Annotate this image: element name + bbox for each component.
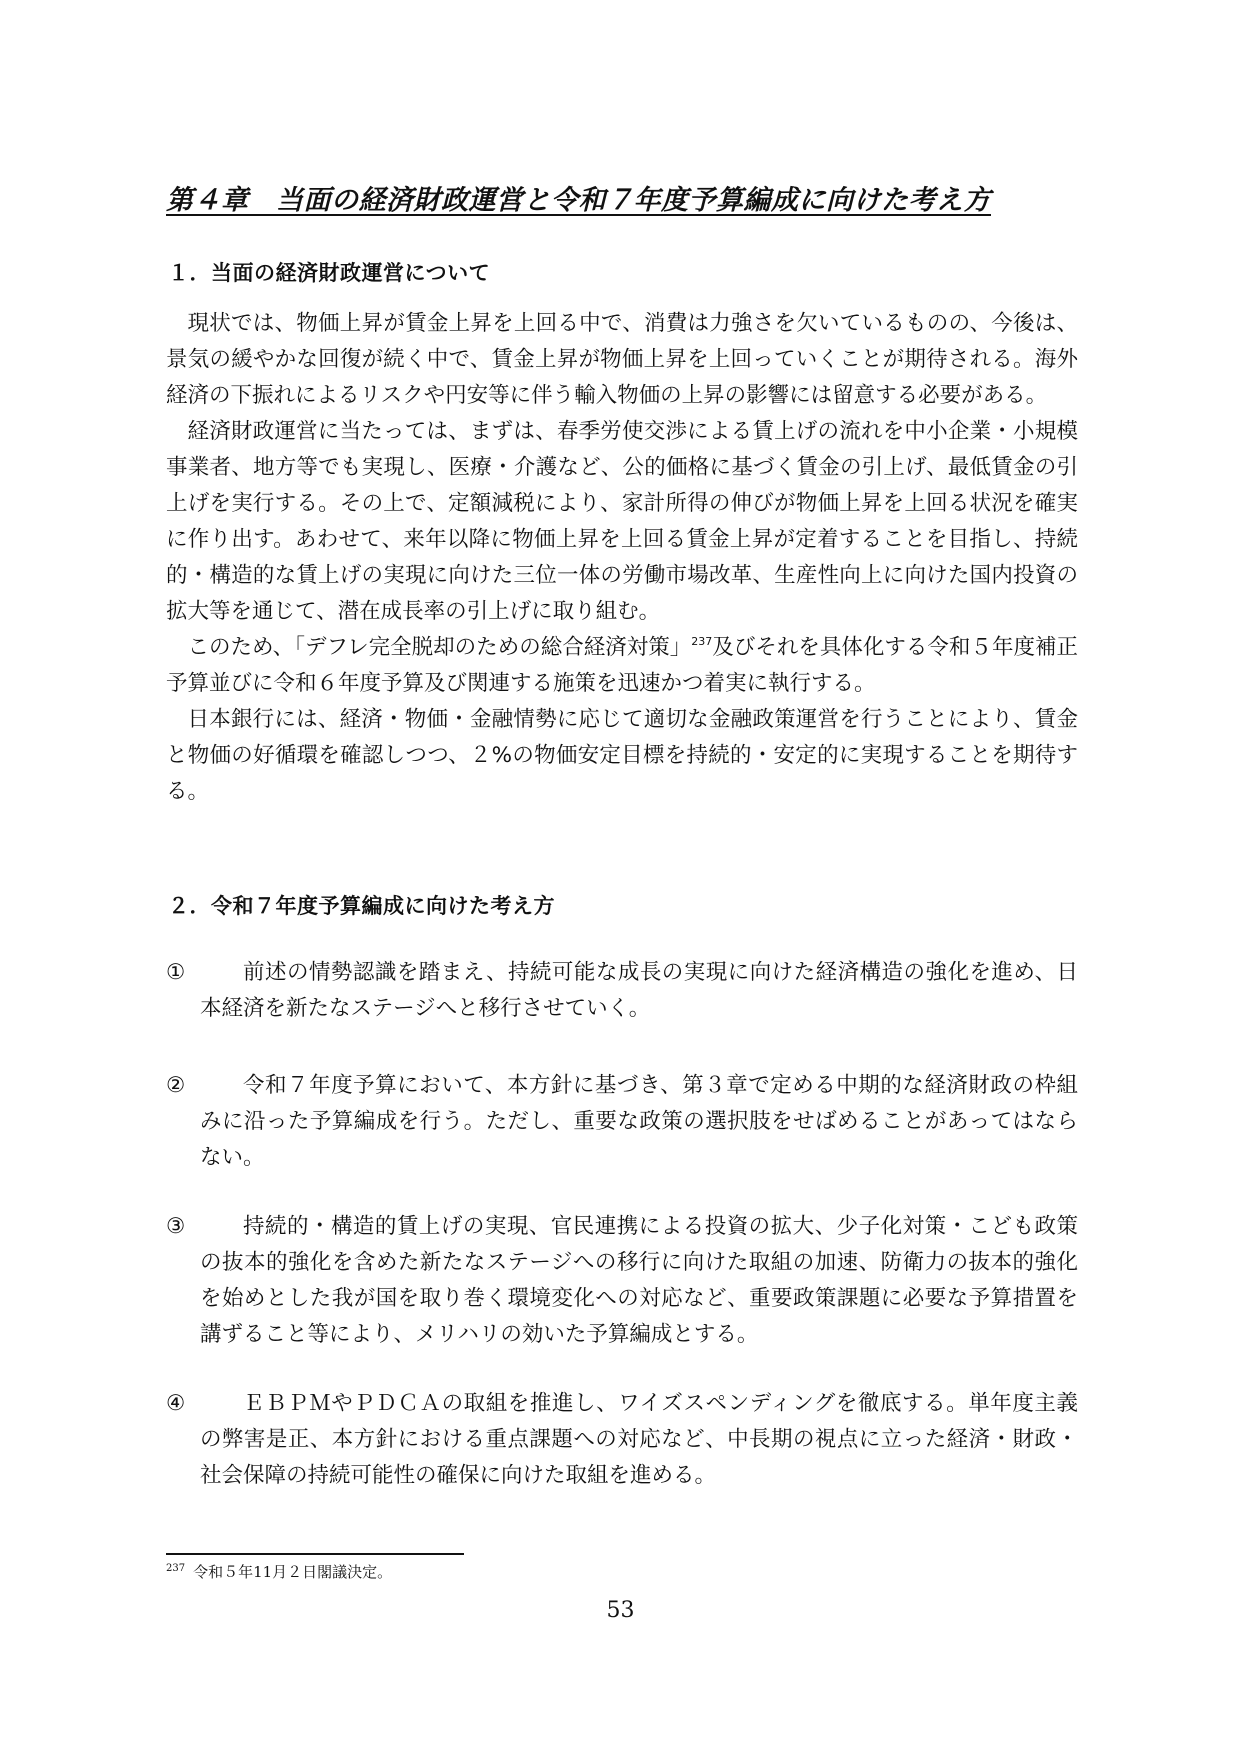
paragraph-text: 及びそれを具体化する令和５年度補正予算並びに令和６年度予算及び関連する施策を迅速かつ着実に執行する。	[166, 635, 1078, 696]
numbered-item	[166, 1068, 1078, 1176]
item-text: 前述の情勢認識を踏まえ、持続可能な成長の実現に向けた経済構造の強化を進め、日本経済を新たなステージへと移行させていく。	[200, 960, 1078, 1021]
paragraph-text: このため、「デフレ完全脱却のための総合経済対策」	[187, 635, 692, 660]
numbered-item	[166, 955, 1078, 1027]
footnote-divider	[166, 1553, 464, 1555]
item-marker: ④	[166, 1391, 186, 1416]
footnote-text: 令和５年11月２日閣議決定。	[193, 1563, 393, 1581]
section-heading-2: ２．令和７年度予算編成に向けた考え方	[168, 894, 555, 918]
page-number: 53	[606, 1598, 635, 1623]
section-heading-1: １．当面の経済財政運営について	[168, 261, 491, 285]
paragraph	[166, 630, 1078, 702]
footnote-reference[interactable]: 237	[691, 635, 713, 648]
item-marker: ①	[166, 960, 186, 985]
paragraph: 現状では、物価上昇が賃金上昇を上回る中で、消費は力強さを欠いているものの、今後は、景気の緩やかな回復が続く中で、賃金上昇が物価上昇を上回っていくことが期待される。海外経済の下振れによるリスクや円安等に伴う輸入物価の上昇の影響には留意する必要がある。	[166, 311, 1078, 408]
item-text: 持続的・構造的賃上げの実現、官民連携による投資の拡大、少子化対策・こども政策の抜本的強化を含めた新たなステージへの移行に向けた取組の加速、防衛力の抜本的強化を始めとした我が国を取り巻く環境変化への対応など、重要政策課題に必要な予算措置を講ずること等により、メリハリの効いた予算編成とする。	[200, 1214, 1078, 1347]
chapter-title: 第４章 当面の経済財政運営と令和７年度予算編成に向けた考え方	[166, 185, 991, 216]
paragraph: 経済財政運営に当たっては、まずは、春季労使交渉による賃上げの流れを中小企業・小規模事業者、地方等でも実現し、医療・介護など、公的価格に基づく賃金の引上げ、最低賃金の引上げを実行する。その上で、定額減税により、家計所得の伸びが物価上昇を上回る状況を確実に作り出す。あわせて、来年以降に物価上昇を上回る賃金上昇が定着することを目指し、持続的・構造的な賃上げの実現に向けた三位一体の労働市場改革、生産性向上に向けた国内投資の拡大等を通じて、潜在成長率の引上げに取り組む。	[166, 419, 1078, 624]
paragraph: 日本銀行には、経済・物価・金融情勢に応じて適切な金融政策運営を行うことにより、賃金と物価の好循環を確認しつつ、２%の物価安定目標を持続的・安定的に実現することを期待する。	[166, 707, 1078, 804]
item-text: 令和７年度予算において、本方針に基づき、第３章で定める中期的な経済財政の枠組みに沿った予算編成を行う。ただし、重要な政策の選択肢をせばめることがあってはならない。	[200, 1073, 1078, 1170]
footnote-number: 237	[166, 1563, 186, 1574]
numbered-item	[166, 1209, 1078, 1353]
item-marker: ③	[166, 1214, 186, 1239]
numbered-item	[166, 1386, 1078, 1494]
item-text: ＥＢＰＭやＰＤＣＡの取組を推進し、ワイズスペンディングを徹底する。単年度主義の弊害是正、本方針における重点課題への対応など、中長期の視点に立った経済・財政・社会保障の持続可能性の確保に向けた取組を進める。	[200, 1391, 1078, 1488]
footnote	[166, 1561, 392, 1582]
item-marker: ②	[166, 1073, 186, 1098]
section-1-body	[166, 306, 1078, 810]
